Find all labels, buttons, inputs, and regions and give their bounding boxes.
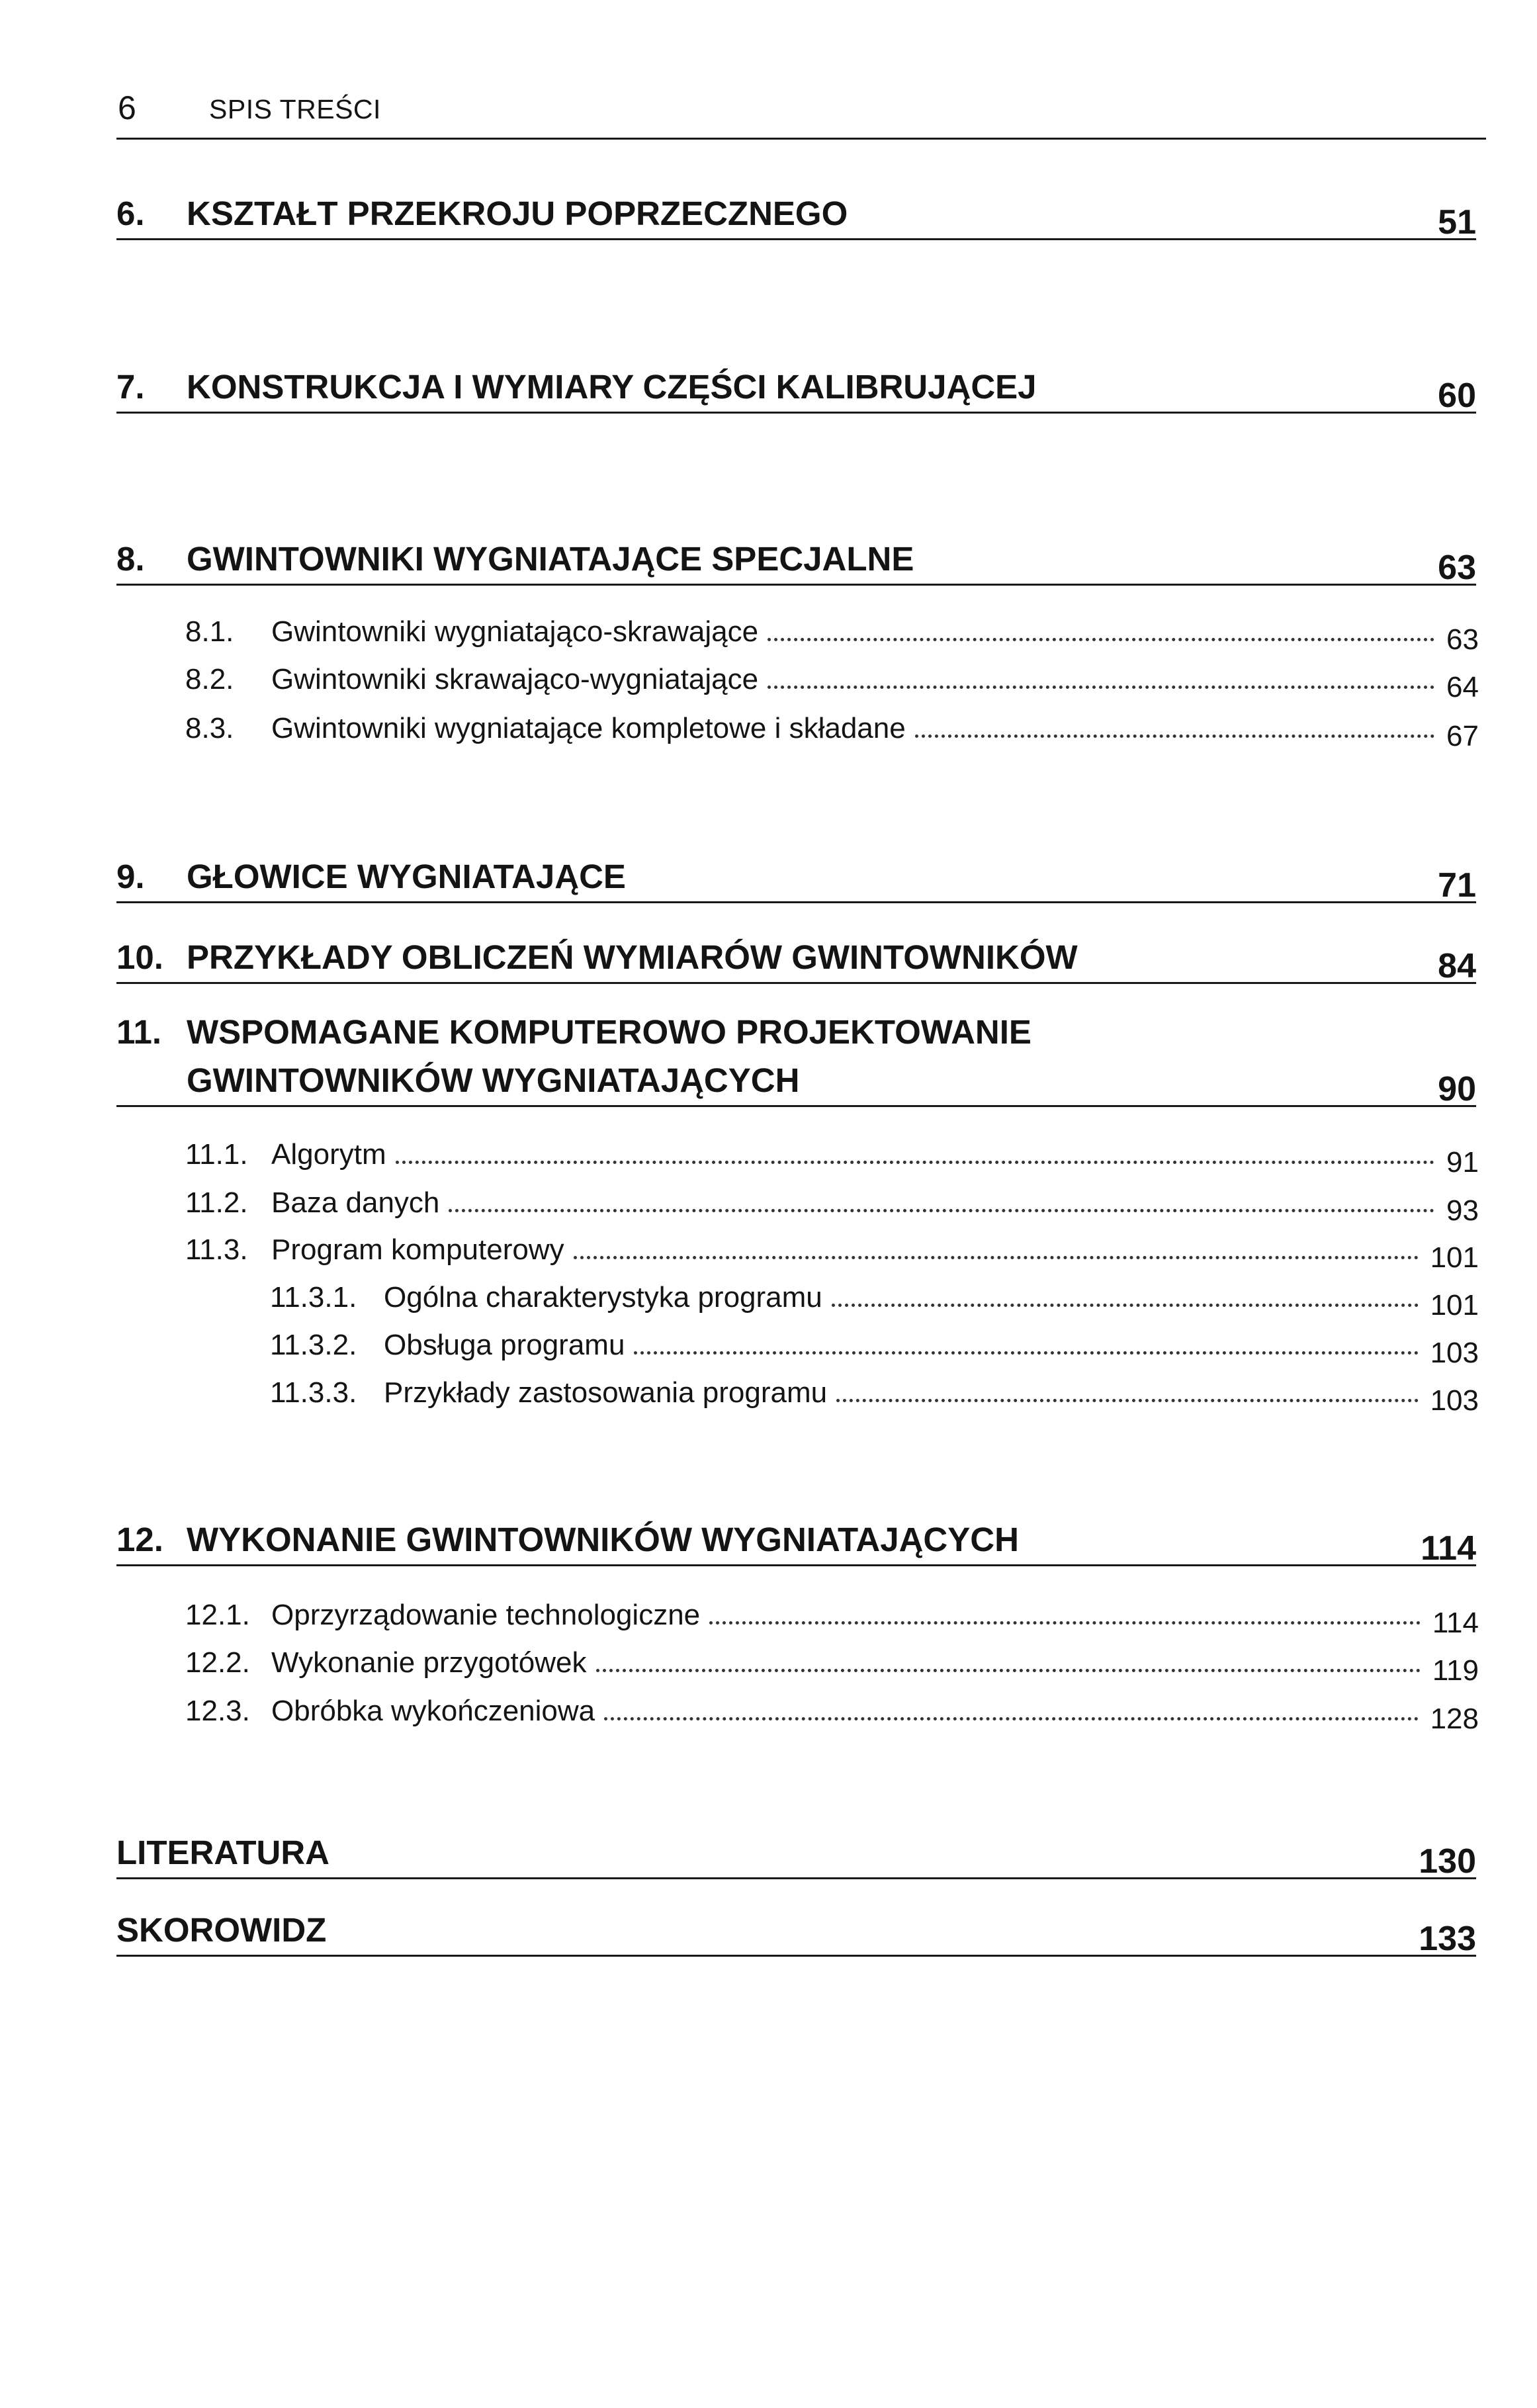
section-title: Obróbka wykończeniowa [271,1695,595,1727]
back-matter-page: 130 [1419,1842,1476,1881]
toc-chapter-7[interactable] [116,351,1476,414]
chapter-title: PRZYKŁADY OBLICZEŃ WYMIARÓW GWINTOWNIKÓW [187,938,1078,976]
section-number: 11.2. [185,1186,248,1219]
section-number: 12.3. [185,1695,250,1727]
section-page: 119 [1432,1654,1479,1687]
section-title: Wykonanie przygotówek [271,1646,587,1679]
toc-section-11-1[interactable] [185,1138,1479,1181]
toc-chapter-10[interactable] [116,921,1476,984]
toc-section-12-2[interactable] [185,1646,1479,1689]
chapter-title: KSZTAŁT PRZEKROJU POPRZECZNEGO [187,195,848,232]
toc-chapter-6[interactable] [116,175,1476,240]
chapter-title-line-2: GWINTOWNIKÓW WYGNIATAJĄCYCH [187,1061,800,1099]
chapter-number: 11. [116,1013,162,1051]
back-matter-title: LITERATURA [116,1834,330,1871]
chapter-number: 10. [116,938,163,976]
chapter-title: GŁOWICE WYGNIATAJĄCE [187,858,626,895]
toc-chapter-8[interactable] [116,523,1476,586]
dot-leader [449,1209,1434,1212]
back-matter-title: SKOROWIDZ [116,1911,327,1949]
chapter-title: WYKONANIE GWINTOWNIKÓW WYGNIATAJĄCYCH [187,1521,1019,1558]
section-title: Gwintowniki wygniatająco-skrawające [271,615,759,648]
section-page: 103 [1430,1384,1479,1417]
dot-leader [768,686,1434,689]
section-page: 93 [1446,1194,1479,1227]
toc-section-8-3[interactable] [185,712,1479,754]
chapter-page: 60 [1438,377,1476,415]
section-title: Gwintowniki skrawająco-wygniatające [271,663,759,695]
dot-leader [604,1717,1418,1720]
chapter-number: 6. [116,195,145,232]
chapter-page: 71 [1438,866,1476,905]
dot-leader [915,735,1434,738]
header-section-title: SPIS TREŚCI [209,94,381,124]
section-title: Program komputerowy [271,1233,564,1266]
chapter-page: 84 [1438,947,1476,985]
dot-leader [574,1256,1419,1259]
chapter-number: 9. [116,858,145,895]
section-page: 64 [1446,671,1479,703]
section-title: Przykłady zastosowania programu [384,1376,828,1409]
section-page: 101 [1430,1289,1479,1321]
chapter-title: KONSTRUKCJA I WYMIARY CZĘŚCI KALIBRUJĄCEJ [187,368,1037,406]
toc-chapter-9[interactable] [116,840,1476,903]
section-number: 11.3.3. [270,1376,357,1409]
toc-section-12-1[interactable] [185,1599,1479,1641]
toc-chapter-12[interactable] [116,1503,1476,1566]
section-page: 103 [1430,1337,1479,1369]
section-page: 114 [1432,1607,1479,1639]
dot-leader [709,1621,1421,1625]
dot-leader [396,1161,1434,1164]
chapter-number: 8. [116,540,145,578]
section-title: Algorytm [271,1138,386,1171]
chapter-page: 51 [1438,203,1476,242]
toc-subsection-11-3-1[interactable] [270,1281,1479,1323]
toc-chapter-11[interactable] [116,999,1476,1107]
header-page-number: 6 [118,89,136,126]
dot-leader [836,1399,1419,1402]
chapter-page: 63 [1438,549,1476,587]
chapter-page: 90 [1438,1070,1476,1108]
toc-section-12-3[interactable] [185,1695,1479,1737]
chapter-title: GWINTOWNIKI WYGNIATAJĄCE SPECJALNE [187,540,914,578]
section-number: 11.3.1. [270,1281,357,1314]
section-title: Oprzyrządowanie technologiczne [271,1599,701,1631]
dot-leader [768,638,1434,641]
toc-section-11-2[interactable] [185,1186,1479,1229]
toc-literatura[interactable] [116,1816,1476,1879]
running-header [116,77,1486,140]
section-title: Baza danych [271,1186,440,1219]
dot-leader [596,1669,1421,1672]
chapter-page: 114 [1421,1529,1476,1568]
section-title: Gwintowniki wygniatające kompletowe i składane [271,712,906,744]
toc-skorowidz[interactable] [116,1894,1476,1957]
section-number: 8.3. [185,712,234,744]
toc-section-8-2[interactable] [185,663,1479,705]
section-page: 101 [1430,1241,1479,1274]
section-number: 12.1. [185,1599,250,1631]
toc-subsection-11-3-3[interactable] [270,1376,1479,1419]
section-number: 11.3.2. [270,1329,357,1361]
section-page: 91 [1446,1146,1479,1179]
section-page: 63 [1446,623,1479,656]
section-title: Ogólna charakterystyka programu [384,1281,822,1314]
toc-section-8-1[interactable] [185,615,1479,658]
section-number: 8.1. [185,615,234,648]
section-title: Obsługa programu [384,1329,625,1361]
section-number: 8.2. [185,663,234,695]
toc-section-11-3[interactable] [185,1233,1479,1276]
section-page: 128 [1430,1703,1479,1735]
chapter-title-line-1: WSPOMAGANE KOMPUTEROWO PROJEKTOWANIE [187,1013,1032,1051]
toc-subsection-11-3-2[interactable] [270,1329,1479,1371]
section-number: 11.1. [185,1138,248,1171]
dot-leader [634,1351,1418,1355]
dot-leader [832,1304,1419,1307]
section-page: 67 [1446,720,1479,752]
section-number: 11.3. [185,1233,248,1266]
section-number: 12.2. [185,1646,250,1679]
back-matter-page: 133 [1419,1920,1476,1958]
chapter-number: 12. [116,1521,163,1558]
chapter-number: 7. [116,368,145,406]
